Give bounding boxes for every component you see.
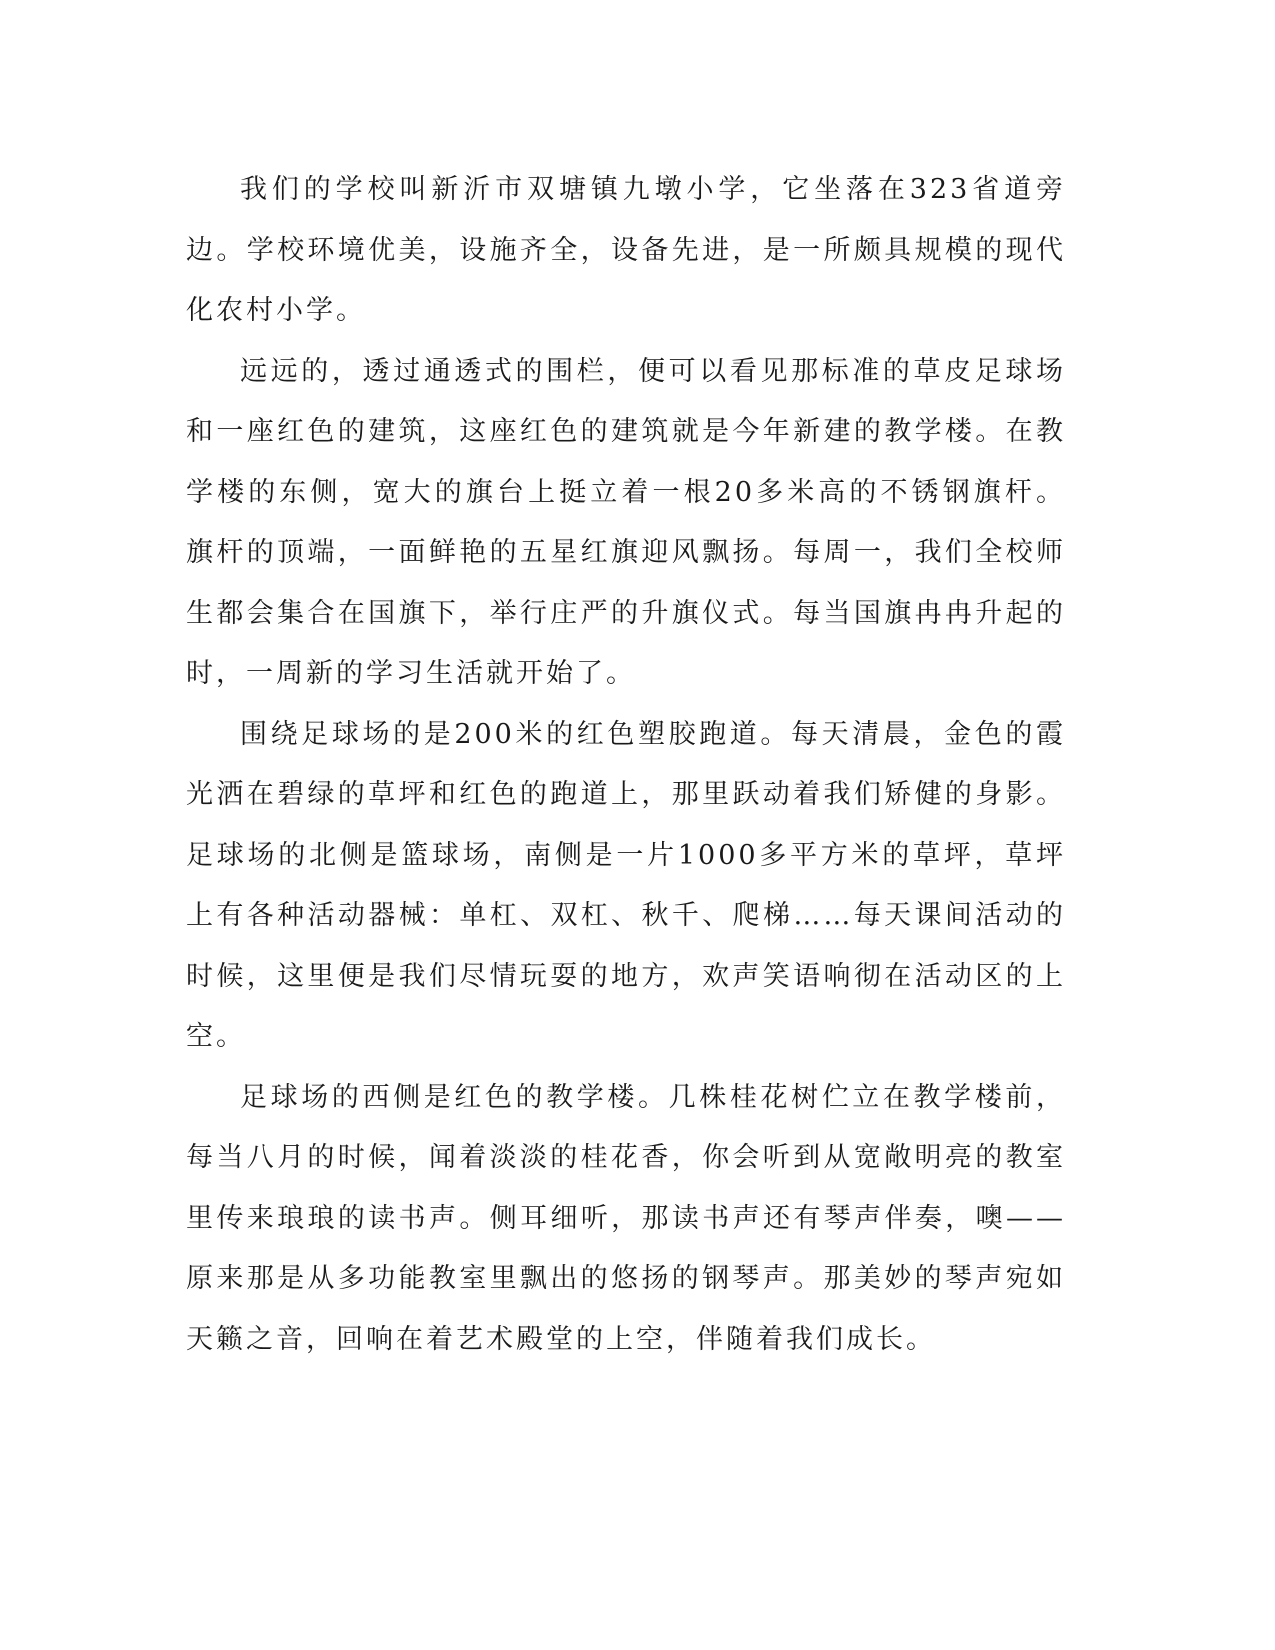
paragraph-3: 围绕足球场的是200米的红色塑胶跑道。每天清晨，金色的霞光洒在碧绿的草坪和红色的跑道上，那里跃动着我们矫健的身影。足球场的北侧是篮球场，南侧是一片1000多平方米的草坪，草坪上有各种活动器械：单杠、双杠、秋千、爬梯……每天课间活动的时候，这里便是我们尽情玩耍的地方，欢声笑语响彻在活动区的上空。 <box>186 718 1066 1052</box>
paragraph-1: 我们的学校叫新沂市双塘镇九墩小学，它坐落在323省道旁边。学校环境优美，设施齐全，设备先进，是一所颇具规模的现代化农村小学。 <box>186 174 1066 326</box>
paragraph-2: 远远的，透过通透式的围栏，便可以看见那标准的草皮足球场和一座红色的建筑，这座红色的建筑就是今年新建的教学楼。在教学楼的东侧，宽大的旗台上挺立着一根20多米高的不锈钢旗杆。旗杆的顶端，一面鲜艳的五星红旗迎风飘扬。每周一，我们全校师生都会集合在国旗下，举行庄严的升旗仪式。每当国旗冉冉升起的时，一周新的学习生活就开始了。 <box>186 355 1066 689</box>
document-body <box>186 160 1066 1370</box>
paragraph-4: 足球场的西侧是红色的教学楼。几株桂花树伫立在教学楼前，每当八月的时候，闻着淡淡的桂花香，你会听到从宽敞明亮的教室里传来琅琅的读书声。侧耳细听，那读书声还有琴声伴奏，噢——原来那是从多功能教室里飘出的悠扬的钢琴声。那美妙的琴声宛如天籁之音，回响在着艺术殿堂的上空，伴随着我们成长。 <box>186 1081 1066 1355</box>
